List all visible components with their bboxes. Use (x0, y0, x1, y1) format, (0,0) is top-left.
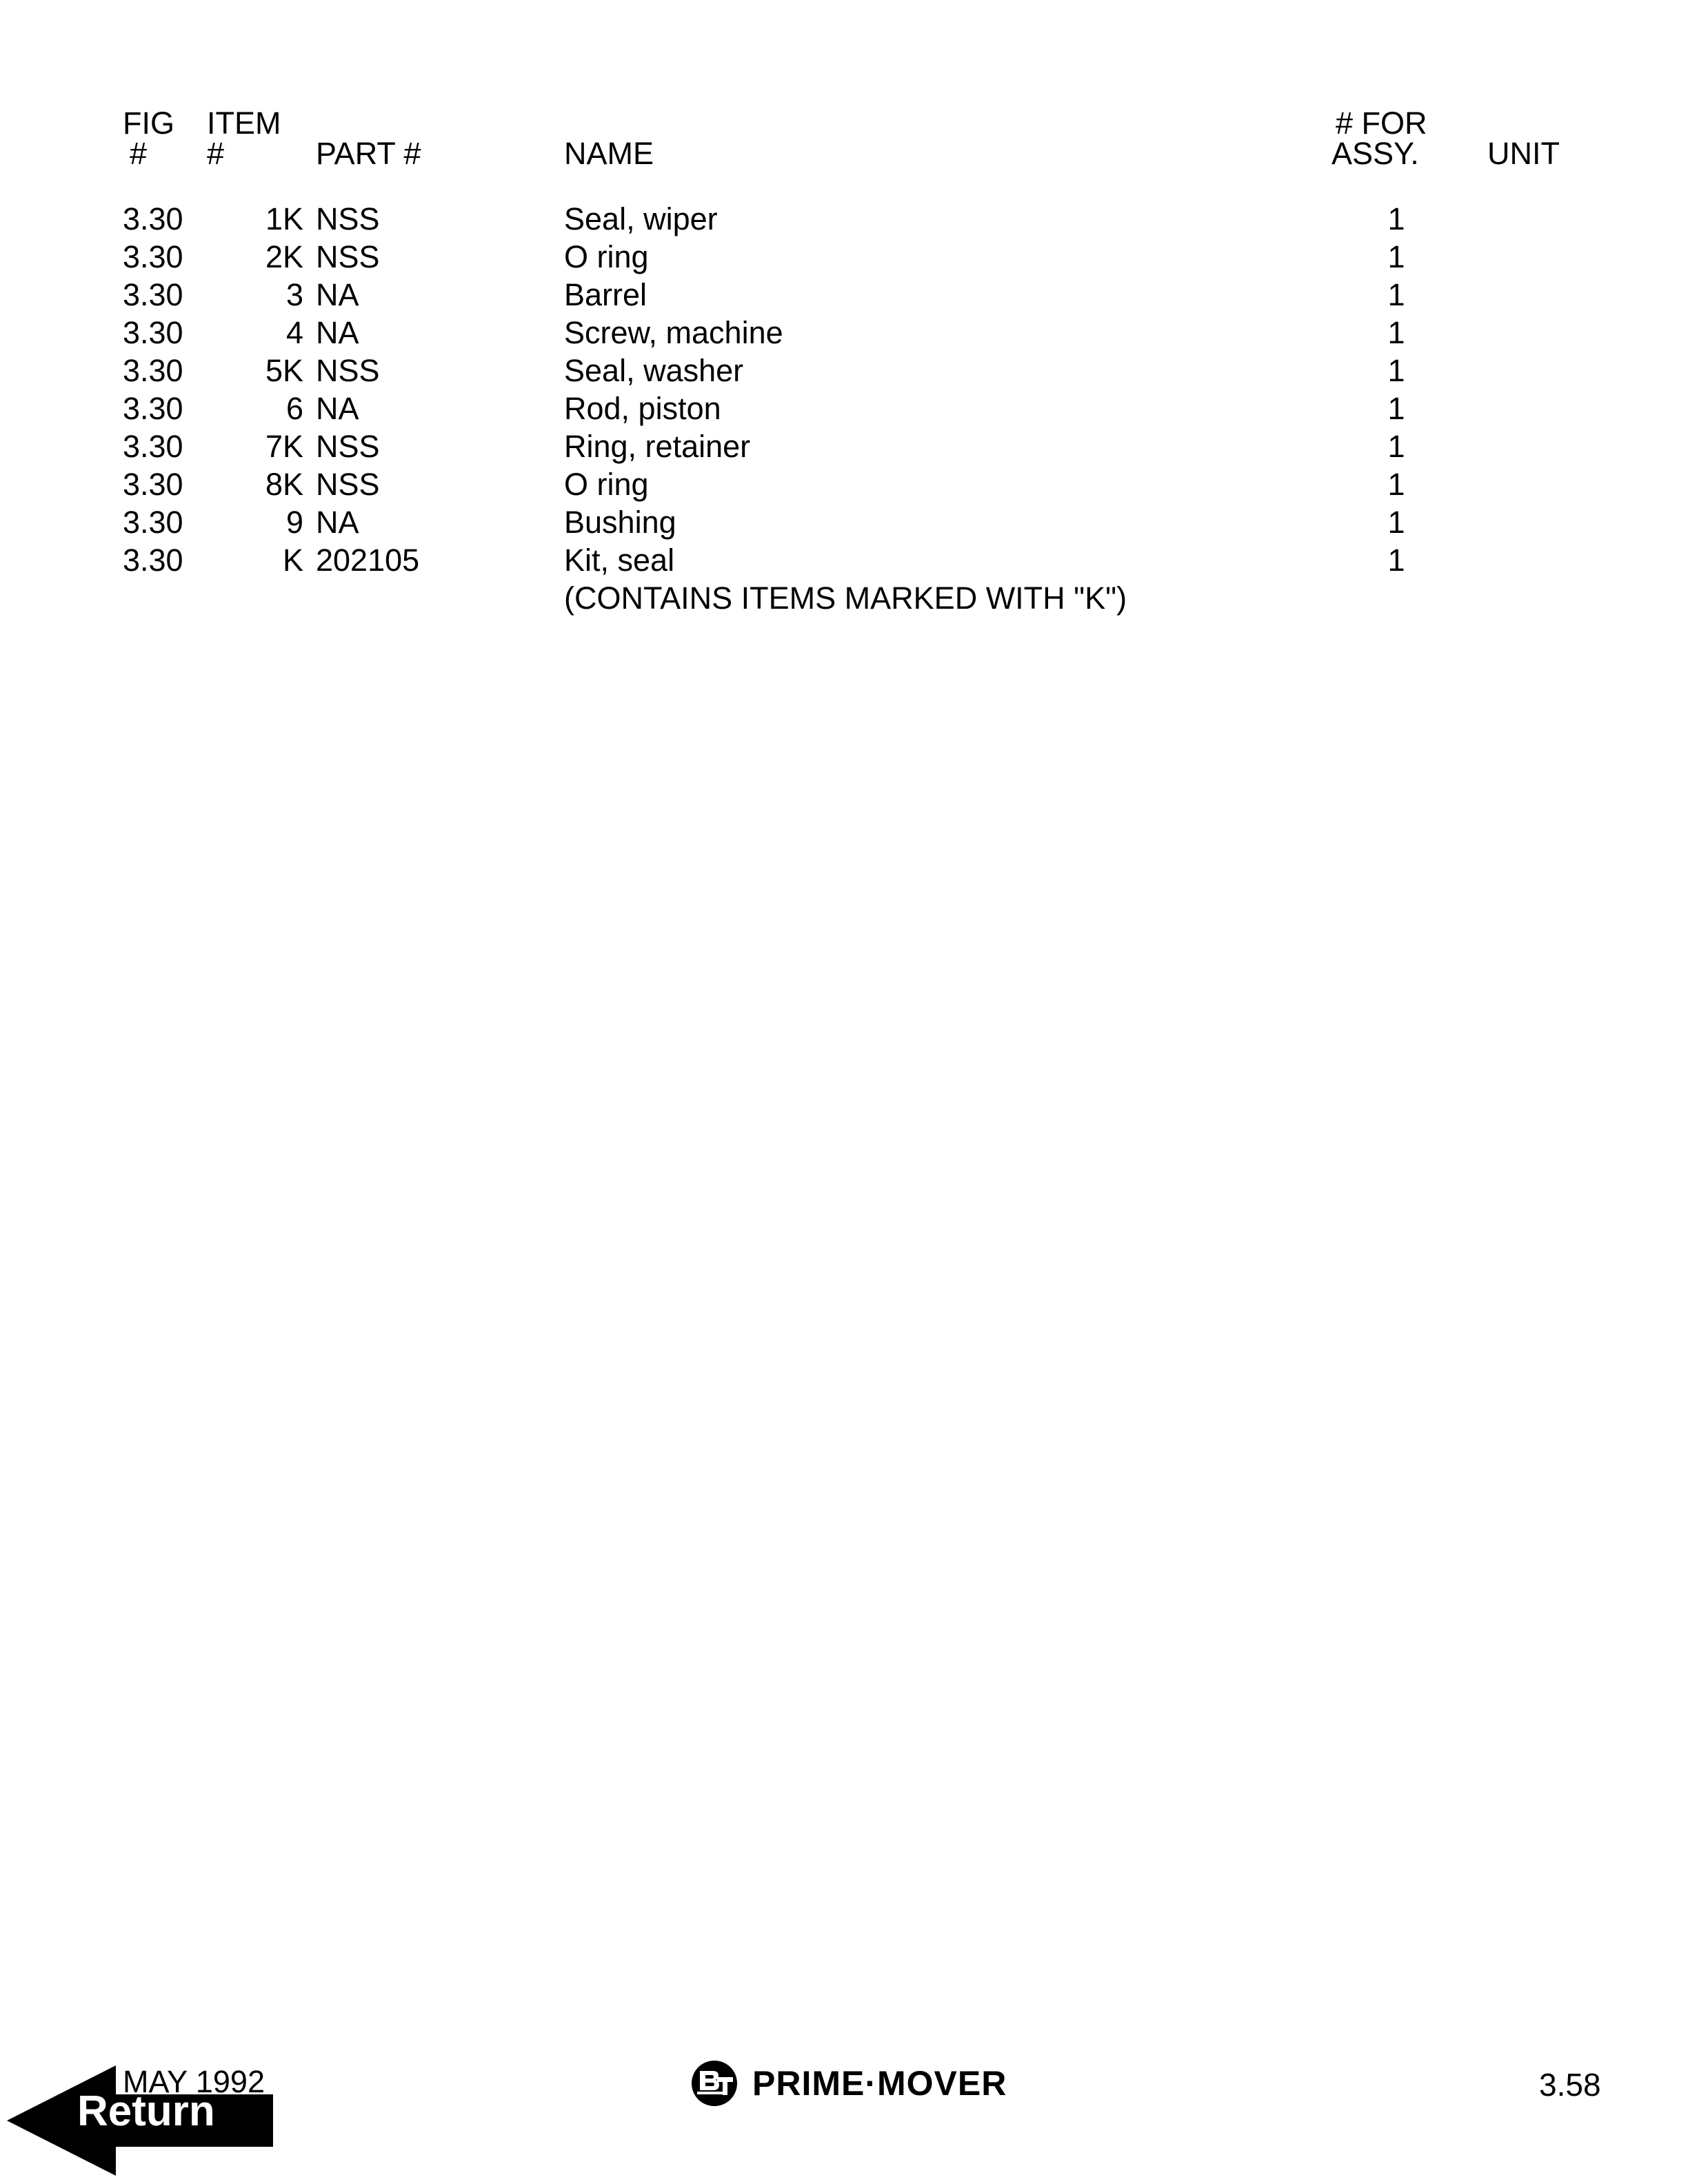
return-button-label[interactable]: Return (77, 2087, 215, 2135)
header-part-top (316, 109, 564, 139)
cell-name: Kit, seal (564, 543, 675, 578)
cell-assy: 1 (1387, 353, 1405, 388)
header-body-gap (123, 168, 1667, 200)
cell-item: 9 (285, 505, 303, 540)
table-row (123, 314, 1667, 352)
cell-fig: 3.30 (123, 505, 183, 540)
cell-unit (1467, 200, 1667, 238)
cell-unit (1467, 352, 1667, 390)
cell-unit (1467, 238, 1667, 276)
parts-table-body (123, 168, 1667, 617)
header-assy-top: # FOR (1336, 105, 1427, 141)
table-row (123, 503, 1667, 541)
cell-name: Screw, machine (564, 315, 783, 350)
cell-assy: 1 (1387, 429, 1405, 464)
cell-assy: 1 (1387, 467, 1405, 502)
cell-item: 6 (285, 391, 303, 426)
cell-fig: 3.30 (123, 353, 183, 388)
header-fig-bottom: # (130, 136, 148, 171)
table-row (123, 427, 1667, 465)
brand-logo (692, 2059, 1007, 2108)
header-item-bottom: # (207, 136, 225, 171)
cell-item: 4 (285, 315, 303, 350)
parts-table (123, 105, 1667, 617)
header-assy-bottom: ASSY. (1332, 136, 1419, 171)
header-row-bottom (123, 139, 1667, 168)
cell-name: Seal, washer (564, 353, 744, 388)
header-unit-top (1467, 109, 1667, 139)
parts-table-header (123, 105, 1667, 171)
cell-fig: 3.30 (123, 467, 183, 502)
cell-item: 1K (265, 201, 303, 236)
cell-unit (1467, 465, 1667, 503)
cell-fig: 3.30 (123, 239, 183, 274)
cell-assy: 1 (1387, 201, 1405, 236)
cell-fig: 3.30 (123, 543, 183, 578)
cell-fig: 3.30 (123, 277, 183, 312)
cell-name: O ring (564, 467, 649, 502)
table-row (123, 465, 1667, 503)
cell-part: NA (316, 277, 359, 312)
kit-note-row (123, 579, 1667, 617)
cell-fig: 3.30 (123, 429, 183, 464)
header-part-bottom: PART # (316, 136, 421, 171)
cell-unit (1467, 276, 1667, 314)
cell-fig: 3.30 (123, 391, 183, 426)
header-name-bottom: NAME (564, 136, 654, 171)
cell-unit (1467, 314, 1667, 352)
cell-item: 2K (265, 239, 303, 274)
bt-roundel-icon (692, 2061, 737, 2106)
cell-assy: 1 (1387, 239, 1405, 274)
table-row (123, 200, 1667, 238)
cell-name: Rod, piston (564, 391, 721, 426)
kit-contents-note: (CONTAINS ITEMS MARKED WITH "K") (564, 580, 1127, 616)
cell-assy: 1 (1387, 505, 1405, 540)
cell-name: Barrel (564, 277, 647, 312)
cell-item: 7K (265, 429, 303, 464)
cell-name: O ring (564, 239, 649, 274)
cell-name: Seal, wiper (564, 201, 718, 236)
cell-fig: 3.30 (123, 315, 183, 350)
cell-assy: 1 (1387, 277, 1405, 312)
cell-part: NA (316, 505, 359, 540)
cell-part: 202105 (316, 543, 420, 578)
brand-wordmark: PRIME·MOVER (752, 2064, 1007, 2103)
cell-item: K (282, 543, 303, 578)
cell-part: NA (316, 315, 359, 350)
cell-item: 5K (265, 353, 303, 388)
cell-part: NSS (316, 353, 380, 388)
table-row (123, 352, 1667, 390)
header-row-top (123, 109, 1667, 139)
cell-unit (1467, 427, 1667, 465)
cell-unit (1467, 503, 1667, 541)
cell-item: 3 (285, 277, 303, 312)
cell-part: NSS (316, 201, 380, 236)
cell-unit (1467, 541, 1667, 579)
cell-part: NSS (316, 239, 380, 274)
cell-name: Bushing (564, 505, 676, 540)
page-number: 3.58 (1539, 2067, 1601, 2103)
cell-part: NSS (316, 429, 380, 464)
cell-part: NA (316, 391, 359, 426)
table-row (123, 541, 1667, 579)
revision-date: MAY 1992 (123, 2064, 265, 2099)
table-row (123, 390, 1667, 427)
cell-assy: 1 (1387, 391, 1405, 426)
cell-item: 8K (265, 467, 303, 502)
cell-assy: 1 (1387, 315, 1405, 350)
header-name-top (564, 109, 1326, 139)
header-item-top: ITEM (207, 105, 281, 141)
header-unit-bottom: UNIT (1487, 136, 1560, 171)
header-fig-top: FIG (123, 105, 174, 141)
cell-part: NSS (316, 467, 380, 502)
cell-fig: 3.30 (123, 201, 183, 236)
cell-unit (1467, 390, 1667, 427)
table-row (123, 276, 1667, 314)
cell-name: Ring, retainer (564, 429, 751, 464)
table-row (123, 238, 1667, 276)
cell-assy: 1 (1387, 543, 1405, 578)
